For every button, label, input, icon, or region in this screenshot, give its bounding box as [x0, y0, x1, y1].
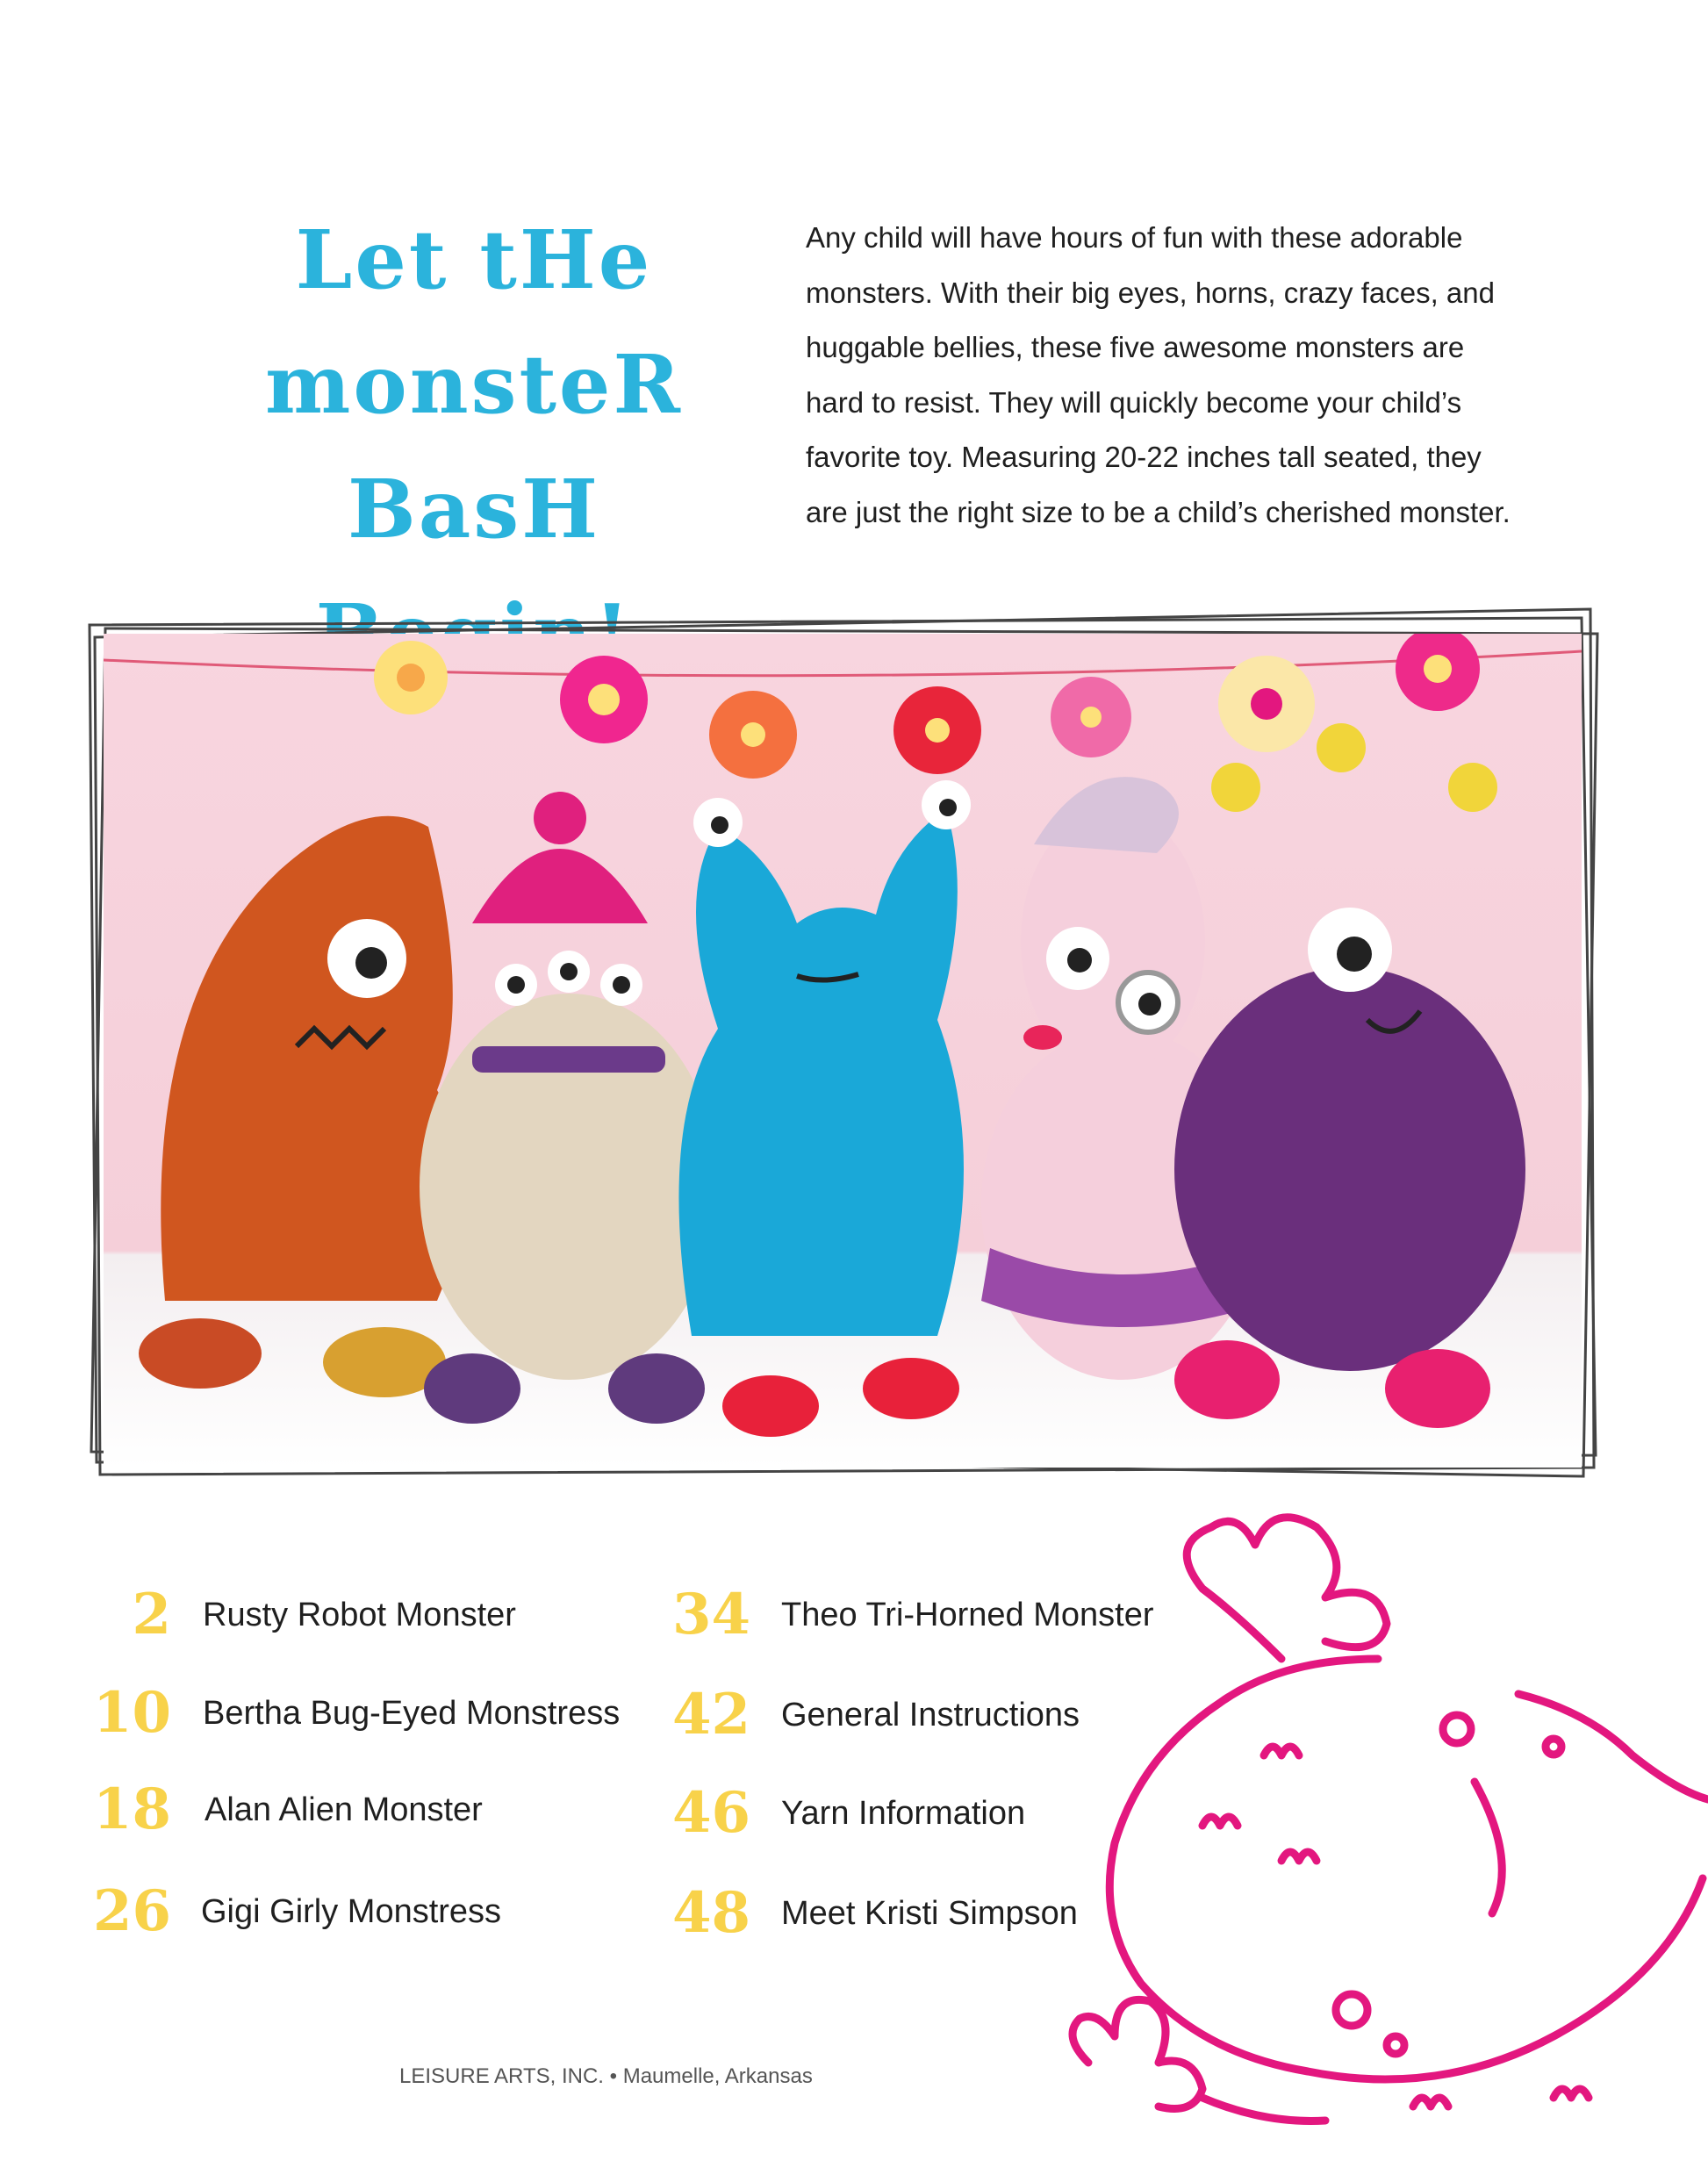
orange-monster [139, 816, 463, 1397]
toc-item-meet-kristi-simpson[interactable]: Meet Kristi Simpson [781, 1895, 1078, 1932]
toc-page-number: 46 [671, 1780, 750, 1846]
garland-string [104, 651, 1582, 676]
toc-page-number: 2 [132, 1582, 171, 1647]
toc-item-bertha-bug-eyed-monstress[interactable]: Bertha Bug-Eyed Monstress [203, 1695, 621, 1732]
paper-flower [893, 686, 981, 774]
monster-doodle [1062, 1492, 1708, 2182]
paper-flower [560, 656, 648, 743]
toc-item-general-instructions[interactable]: General Instructions [781, 1697, 1080, 1733]
intro-line: monsters. With their big eyes, horns, crazy faces, and [806, 276, 1495, 309]
toc-page-number: 18 [92, 1776, 171, 1842]
purple-monster [1174, 723, 1525, 1428]
monsters-photo [104, 634, 1582, 1468]
paper-flower [1051, 677, 1131, 757]
toc-item-theo-tri-horned-monster[interactable]: Theo Tri-Horned Monster [781, 1597, 1154, 1633]
toc-page-number: 48 [671, 1880, 750, 1946]
title-line-1: Let tHe [295, 212, 653, 307]
paper-flower [1396, 634, 1480, 711]
footer [399, 2064, 813, 2089]
paper-flower [374, 641, 448, 714]
intro-line: are just the right size to be a child’s cherished monster. [806, 495, 1511, 528]
footer-separator: • [609, 2064, 618, 2088]
beige-monster [420, 792, 718, 1424]
toc-item-rusty-robot-monster[interactable]: Rusty Robot Monster [203, 1597, 516, 1633]
intro-paragraph [806, 211, 1596, 540]
title-line-2: monsteR [265, 337, 683, 432]
toc-page-number: 10 [92, 1680, 171, 1746]
publisher-location: Maumelle, Arkansas [622, 2064, 813, 2088]
intro-line: favorite toy. Measuring 20-22 inches tall seated, they [806, 441, 1482, 473]
paper-flower [709, 691, 797, 779]
publisher-name: LEISURE ARTS, INC. [399, 2064, 604, 2088]
intro-line: hard to resist. They will quickly become your child’s [806, 385, 1462, 419]
monsters-illustration [104, 634, 1582, 1468]
toc-page-number: 34 [671, 1582, 750, 1647]
toc-item-gigi-girly-monstress[interactable]: Gigi Girly Monstress [201, 1893, 502, 1930]
intro-line: Any child will have hours of fun with these adorable [806, 221, 1463, 254]
toc-page-number: 26 [92, 1878, 171, 1944]
title-line-3: BasH [347, 462, 601, 556]
toc-page-number: 42 [671, 1682, 750, 1748]
toc-item-alan-alien-monster[interactable]: Alan Alien Monster [205, 1791, 483, 1828]
toc-item-yarn-information[interactable]: Yarn Information [781, 1795, 1026, 1832]
intro-line: huggable bellies, these five awesome monsters are [806, 331, 1465, 363]
paper-flower [1218, 656, 1315, 752]
blue-monster [678, 780, 971, 1437]
